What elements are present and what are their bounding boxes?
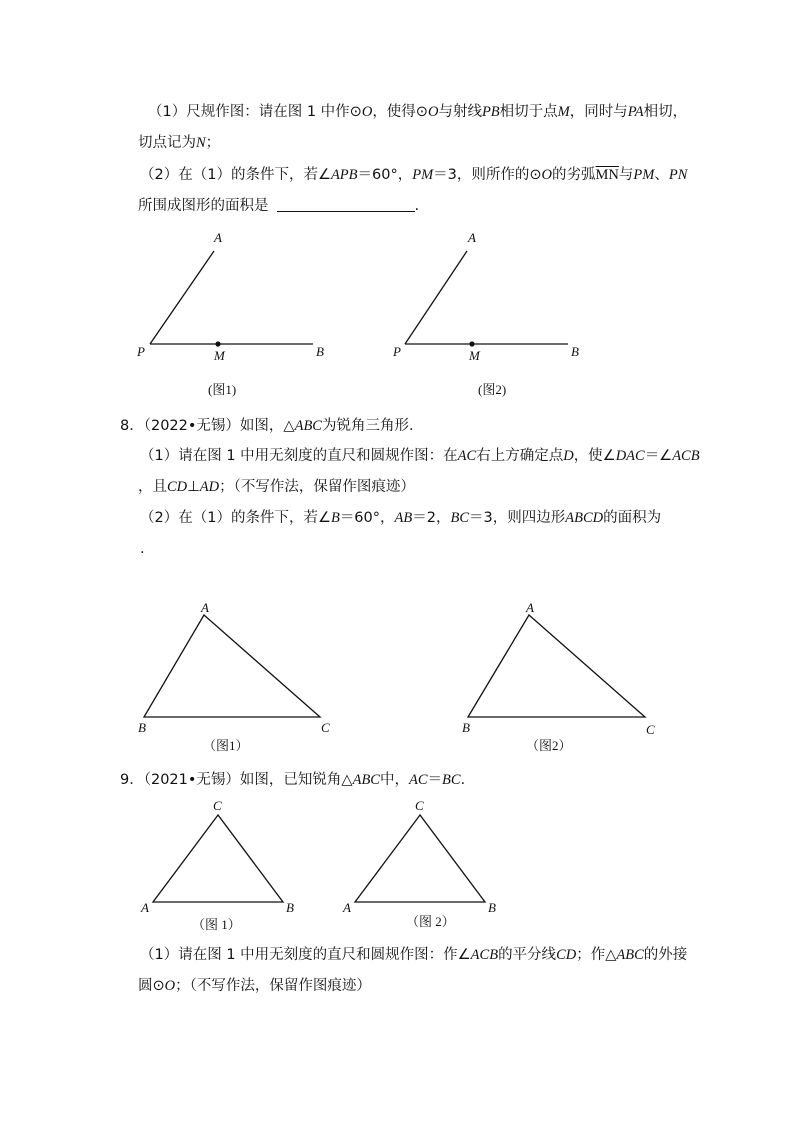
caption-fig7-2: (图2) bbox=[478, 382, 507, 397]
label-b-fig9-2: B bbox=[488, 900, 496, 915]
p8-part1-line1: （1）请在图 1 中用无刻度的直尺和圆规作图：在AC右上方确定点D，使∠DAC＝∠ACB bbox=[140, 448, 700, 464]
p8-part2-line1: （2）在（1）的条件下，若∠B＝60°，AB＝2，BC＝3，则四边形ABCD的面积为 bbox=[140, 510, 662, 526]
label-c-fig9-2: C bbox=[415, 798, 424, 813]
point-m-1 bbox=[215, 341, 220, 346]
label-b-fig8-1: B bbox=[138, 720, 146, 735]
label-a-fig7-1: A bbox=[214, 230, 222, 245]
caption-fig7-1: (图1) bbox=[208, 382, 237, 397]
p8-part1-line2: ，且CD⊥AD；（不写作法，保留作图痕迹） bbox=[138, 479, 415, 495]
caption-fig8-1: （图1） bbox=[203, 738, 249, 753]
label-a-fig9-2: A bbox=[343, 900, 351, 915]
p7-part2-line1: （2）在（1）的条件下，若∠APB＝60°，PM＝3，则所作的⊙O的劣弧$\overline{MN}$与PM、PN bbox=[140, 167, 688, 183]
label-b-fig9-1: B bbox=[286, 900, 294, 915]
ray-pa-1 bbox=[150, 251, 214, 344]
p7-figure-2 bbox=[405, 251, 568, 344]
point-m-2 bbox=[469, 341, 474, 346]
p9-triangle-1 bbox=[153, 815, 283, 902]
ray-pa-2 bbox=[405, 251, 467, 344]
p8-head: 8．（2022•无锡）如图，△ABC为锐角三角形． bbox=[120, 418, 424, 434]
p7-part2-line2: 所围成图形的面积是 . bbox=[138, 198, 420, 214]
label-c-fig9-1: C bbox=[213, 798, 222, 813]
label-a-fig7-2: A bbox=[468, 230, 476, 245]
caption-fig9-2: （图 2） bbox=[406, 914, 455, 929]
p8-triangle-1 bbox=[144, 615, 320, 717]
label-a-fig8-2: A bbox=[526, 600, 534, 615]
label-b-fig7-2: B bbox=[571, 344, 579, 359]
p7-figure-1 bbox=[150, 251, 313, 344]
label-m-fig7-1: M bbox=[214, 348, 225, 363]
p7-part1-line2: 切点记为N； bbox=[138, 135, 221, 151]
label-b-fig8-2: B bbox=[462, 720, 470, 735]
p9-part1-line2: 圆⊙O；（不写作法，保留作图痕迹） bbox=[138, 978, 371, 994]
label-a-fig8-1: A bbox=[201, 600, 209, 615]
label-c-fig8-1: C bbox=[321, 720, 330, 735]
p8-triangle-2 bbox=[468, 615, 645, 717]
p8-part2-line2: . bbox=[140, 541, 145, 557]
label-p-fig7-2: P bbox=[393, 344, 401, 359]
label-b-fig7-1: B bbox=[316, 344, 324, 359]
arc-mn: $\overline{MN}$ bbox=[595, 167, 619, 183]
label-p-fig7-1: P bbox=[137, 344, 145, 359]
caption-fig9-1: （图 1） bbox=[192, 917, 241, 932]
label-m-fig7-2: M bbox=[469, 348, 480, 363]
label-a-fig9-1: A bbox=[141, 900, 149, 915]
p9-part1-line1: （1）请在图 1 中用无刻度的直尺和圆规作图：作∠ACB的平分线CD；作△ABC的外接 bbox=[140, 947, 688, 963]
caption-fig8-2: （图2） bbox=[526, 738, 572, 753]
p9-triangle-2 bbox=[355, 815, 485, 902]
label-c-fig8-2: C bbox=[646, 722, 655, 737]
p7-part1-line1: （1）尺规作图：请在图 1 中作⊙O，使得⊙O与射线PB相切于点M，同时与PA相切， bbox=[148, 104, 688, 120]
p9-head: 9．（2021•无锡）如图，已知锐角△ABC中，AC＝BC. bbox=[120, 772, 466, 788]
